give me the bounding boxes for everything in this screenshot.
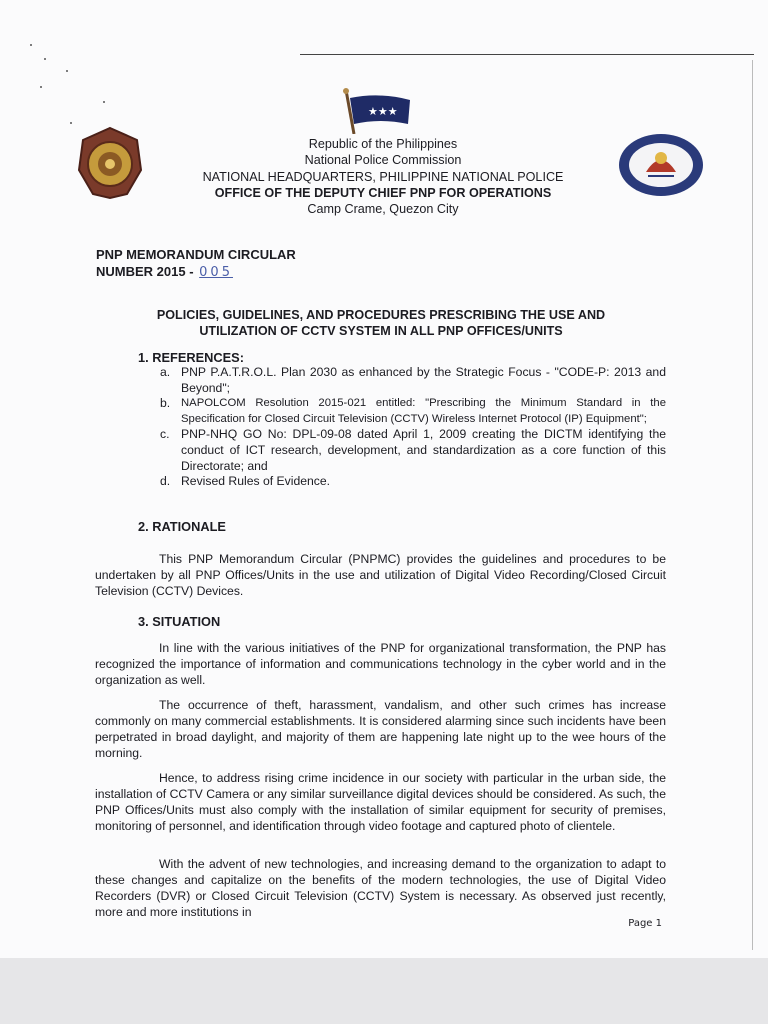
page-number: Page 1	[628, 918, 662, 929]
right-margin-rule	[752, 60, 753, 950]
section-heading-situation: 3. SITUATION	[138, 614, 221, 629]
situation-paragraph: Hence, to address rising crime incidence in our society with particular in the urban side, the installation of CCTV Camera or any similar surveillance digital devices should be considered. As such, the PNP Offices/Units must also comply with the installation of similar equipment for security of premises, monitoring of personnel, and identification through video footage and captured photo of clientele.	[95, 771, 666, 834]
list-item	[160, 474, 666, 490]
ref-text: PNP-NHQ GO No: DPL-09-08 dated April 1, 2009 creating the DICTM identifying the conduct of ICT research, development, and standardization as a core function of this Directorate; and	[181, 427, 666, 473]
memo-number-prefix: NUMBER 2015 -	[96, 264, 194, 279]
three-star-flag-icon	[340, 88, 414, 134]
list-item	[160, 427, 666, 474]
header-line-2: National Police Commission	[304, 153, 462, 168]
document-title	[96, 307, 666, 339]
header-line-1: Republic of the Philippines	[308, 137, 458, 151]
header-line-4: OFFICE OF THE DEPUTY CHIEF PNP FOR OPERATIONS	[214, 185, 552, 200]
top-rule	[300, 54, 754, 55]
section-heading-rationale: 2. RATIONALE	[138, 519, 226, 534]
memo-number	[96, 263, 296, 281]
ref-letter: d.	[160, 474, 171, 489]
title-line-1: POLICIES, GUIDELINES, AND PROCEDURES PRESCRIBING THE USE AND	[156, 308, 606, 322]
references-list	[160, 365, 666, 490]
ref-text: Revised Rules of Evidence.	[181, 474, 331, 489]
situation-paragraph: With the advent of new technologies, and increasing demand to the organization to adapt to these changes and capitalize on the benefits of the modern technologies, the use of Digital Video Recorders (DVR) or Closed Circuit Television (CCTV) System is necessary. As observed just recently, more and more institutions in	[95, 857, 666, 920]
svg-text:★★★: ★★★	[368, 105, 398, 118]
header-line-3: NATIONAL HEADQUARTERS, PHILIPPINE NATIONAL POLICE	[202, 169, 564, 184]
list-item	[160, 396, 666, 427]
ref-text: NAPOLCOM Resolution 2015-021 entitled: "Prescribing the Minimum Standard in the Specification for Closed Circuit Television (CCTV) Wireless Internet Protocol (IP) Equipment";	[181, 397, 666, 425]
letterhead	[140, 136, 626, 217]
ref-letter: a.	[160, 365, 171, 379]
situation-paragraph: The occurrence of theft, harassment, vandalism, and other such crimes has increase commonly on many commercial establishments. It is considered alarming since such incidents have been perpetrated in broad daylight, and majority of them are happening late night up to the wee hours of the morning.	[95, 698, 666, 761]
ref-letter: c.	[160, 427, 170, 442]
situation-paragraph: In line with the various initiatives of the PNP for organizational transformation, the PNP has recognized the importance of information and communications technology in the cyber world and in the organization as well.	[95, 641, 666, 688]
list-item	[160, 365, 666, 396]
memo-label: PNP MEMORANDUM CIRCULAR	[96, 247, 296, 262]
national-headquarters-seal-icon	[616, 132, 706, 198]
ref-letter: b.	[160, 396, 171, 411]
pnp-badge-icon	[77, 126, 143, 200]
header-line-5: Camp Crame, Quezon City	[307, 202, 459, 217]
ref-text: PNP P.A.T.R.O.L. Plan 2030 as enhanced by the Strategic Focus - "CODE-P: 2013 and Beyond";	[181, 365, 666, 395]
rationale-paragraph: This PNP Memorandum Circular (PNPMC) provides the guidelines and procedures to be undertaken by all PNP Offices/Units in the use and utilization of Digital Video Recording/Closed Circuit Television (CCTV) Devices.	[95, 552, 666, 599]
memo-block	[96, 246, 296, 281]
title-line-2: UTILIZATION OF CCTV SYSTEM IN ALL PNP OFFICES/UNITS	[199, 324, 563, 338]
memo-number-handwritten: 005	[199, 265, 233, 280]
section-heading-references: 1. REFERENCES:	[138, 350, 244, 365]
